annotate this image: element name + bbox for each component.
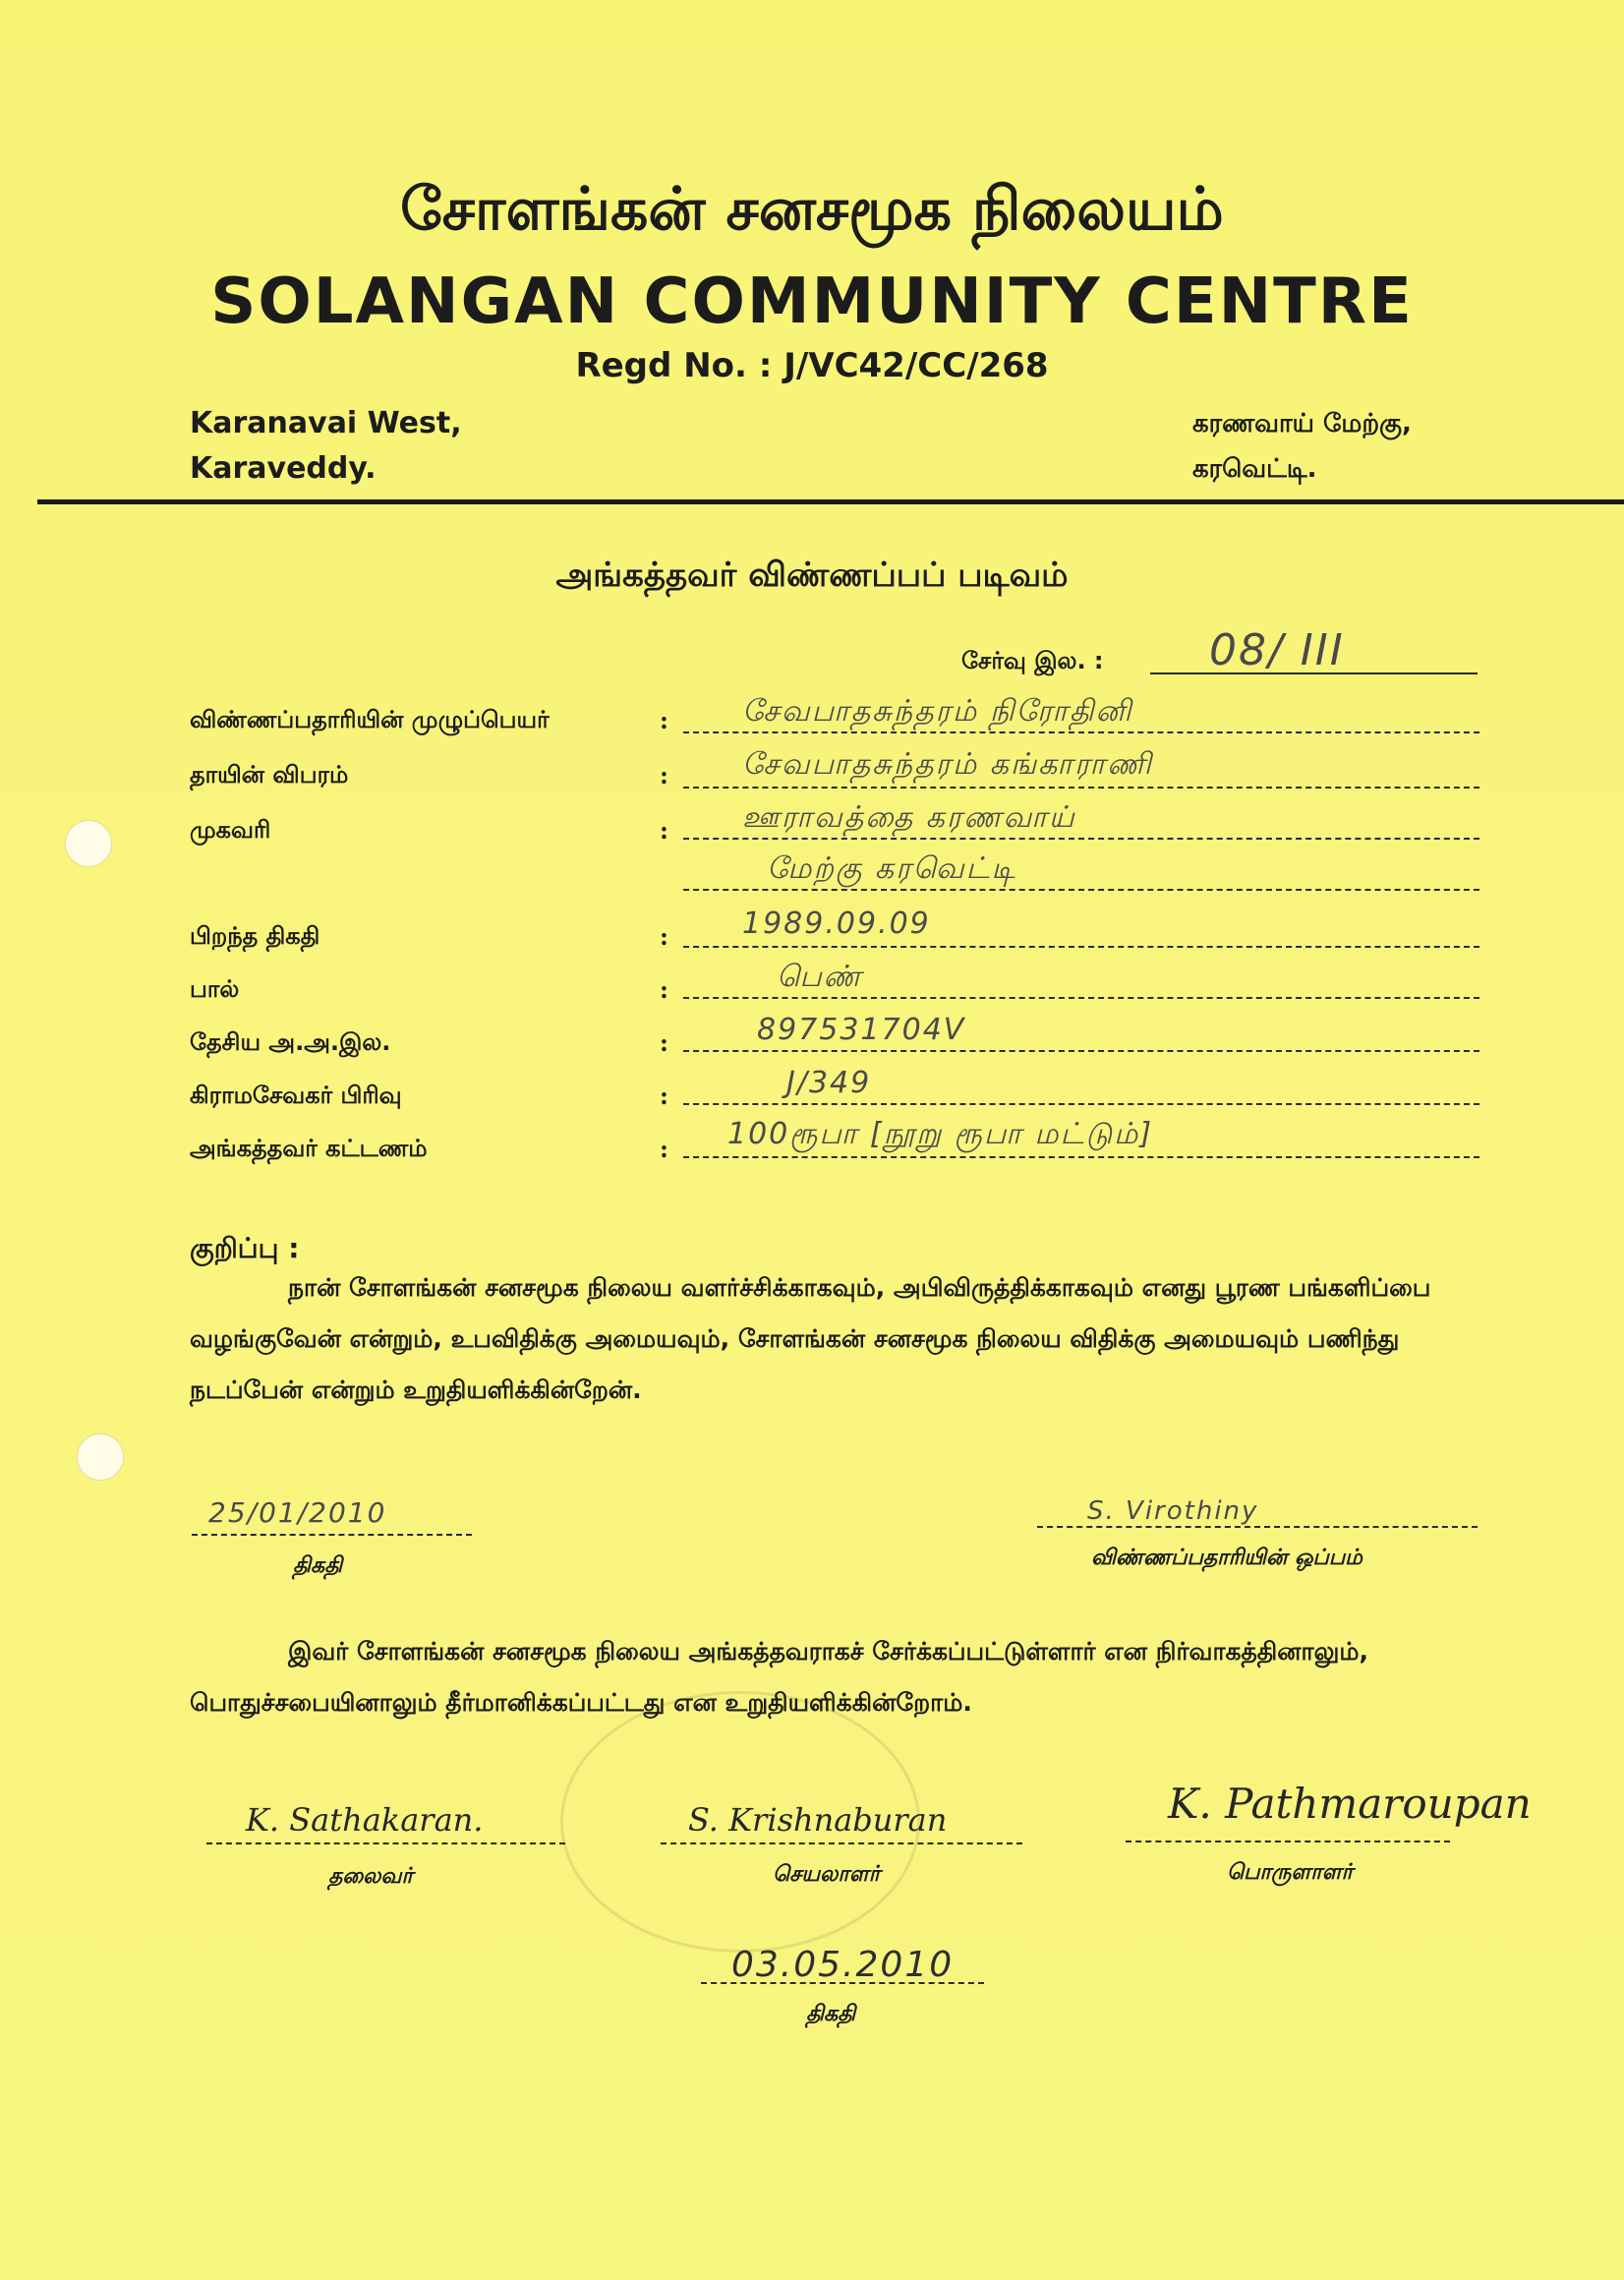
field-label-dob: பிறந்த திகதி xyxy=(190,922,320,950)
reg-number-label: சேர்வு இல. : xyxy=(961,647,1104,674)
president-caption: தலைவர் xyxy=(328,1864,413,1889)
field-line xyxy=(683,787,1479,789)
applicant-signature-line xyxy=(1037,1526,1478,1528)
president-signature[interactable]: K. Sathakaran. xyxy=(246,1801,484,1839)
field-line xyxy=(683,946,1479,948)
approval-date-line xyxy=(701,1982,984,1984)
secretary-caption: செயலாளர் xyxy=(773,1862,881,1887)
address-english xyxy=(190,401,462,492)
note-paragraph: நான் சோளங்கன் சனசமூக நிலைய வளர்ச்சிக்காகவும், அபிவிருத்திக்காகவும் எனது பூரண பங்களிப்பை வழங்குவேன் என்றும், உபவிதிக்கு அமையவும், சோளங்கன் சனசமூக நிலைய விதிக்கு அமையவும் பணிந்து நடப்பேன் என்றும் உறுதியளிக்கின்றேன். xyxy=(190,1273,1431,1404)
applicant-signature[interactable]: S. Virothiny xyxy=(1087,1496,1259,1526)
address-english-line2: Karaveddy. xyxy=(190,451,377,486)
field-value-address-line2[interactable]: மேற்கு கரவெட்டி xyxy=(767,851,1017,886)
field-colon: : xyxy=(660,1135,668,1163)
address-english-line1: Karanavai West, xyxy=(190,406,462,440)
applicant-date-line xyxy=(192,1534,472,1536)
field-line xyxy=(683,1103,1479,1105)
field-colon: : xyxy=(660,816,668,845)
approval-date-value[interactable]: 03.05.2010 xyxy=(731,1945,955,1985)
treasurer-caption: பொருளாளர் xyxy=(1227,1860,1354,1885)
field-value-gender[interactable]: பெண் xyxy=(777,960,863,994)
field-value-address-line1[interactable]: ஊராவத்தை கரணவாய் xyxy=(742,800,1076,835)
header-divider xyxy=(37,499,1624,504)
field-value-membership-fee[interactable]: 100ரூபா [நூறு ரூபா மட்டும்] xyxy=(727,1117,1154,1151)
field-colon: : xyxy=(660,975,668,1004)
field-label-nic: தேசிய அ.அ.இல. xyxy=(190,1028,391,1056)
reg-number-value[interactable]: 08/ III xyxy=(1209,625,1345,675)
field-value-dob[interactable]: 1989.09.09 xyxy=(742,906,931,941)
registration-number: Regd No. : J/VC42/CC/268 xyxy=(575,346,1049,385)
secretary-signature[interactable]: S. Krishnaburan xyxy=(688,1801,948,1839)
field-colon: : xyxy=(660,1028,668,1057)
field-value-gn-division[interactable]: J/349 xyxy=(786,1066,872,1100)
field-colon: : xyxy=(660,761,668,789)
field-colon: : xyxy=(660,922,668,951)
title-english: SOLANGAN COMMUNITY CENTRE xyxy=(210,265,1414,338)
approval-date-caption: திகதி xyxy=(806,2002,856,2026)
field-value-full-name[interactable]: சேவபாதசுந்தரம் நிரோதினி xyxy=(742,694,1133,729)
field-colon: : xyxy=(660,706,668,734)
secretary-signature-line xyxy=(661,1842,1022,1844)
treasurer-signature-line xyxy=(1126,1841,1450,1842)
address-tamil-line2: கரவெட்டி. xyxy=(1192,454,1317,484)
field-label-gn-division: கிராமசேவகர் பிரிவு xyxy=(190,1082,402,1109)
field-value-nic[interactable]: 897531704V xyxy=(757,1013,966,1047)
applicant-date-value[interactable]: 25/01/2010 xyxy=(208,1496,387,1529)
field-label-address: முகவரி xyxy=(190,816,271,844)
punch-hole-top xyxy=(65,820,112,867)
address-tamil-line1: கரணவாய் மேற்கு, xyxy=(1192,409,1412,438)
treasurer-signature[interactable]: K. Pathmaroupan xyxy=(1168,1780,1532,1828)
field-line xyxy=(683,1050,1479,1052)
applicant-signature-caption: விண்ணப்பதாரியின் ஒப்பம் xyxy=(1091,1546,1363,1570)
field-label-full-name: விண்ணப்பதாரியின் முழுப்பெயர் xyxy=(190,706,550,733)
field-value-mother[interactable]: சேவபாதசுந்தரம் கங்காராணி xyxy=(742,747,1153,782)
applicant-date-caption: திகதி xyxy=(293,1553,343,1578)
field-colon: : xyxy=(660,1082,668,1110)
field-label-membership-fee: அங்கத்தவர் கட்டணம் xyxy=(190,1135,428,1162)
punch-hole-bottom xyxy=(77,1433,124,1481)
approval-paragraph: இவர் சோளங்கன் சனசமூக நிலைய அங்கத்தவராகச் சேர்க்கப்பட்டுள்ளார் என நிர்வாகத்தினாலும், பொதுச்சபையினாலும் தீர்மானிக்கப்பட்டது என உறுதியளிக்கின்றோம். xyxy=(190,1637,1368,1717)
form-title: அங்கத்தவர் விண்ணப்பப் படிவம் xyxy=(555,555,1069,595)
field-line xyxy=(683,1156,1479,1158)
title-tamil: சோளங்கன் சனசமூக நிலையம் xyxy=(400,175,1224,244)
president-signature-line xyxy=(206,1842,565,1844)
address-tamil xyxy=(1192,401,1412,492)
field-label-gender: பால் xyxy=(190,975,240,1003)
note-heading: குறிப்பு : xyxy=(190,1232,300,1264)
field-label-mother: தாயின் விபரம் xyxy=(190,761,349,789)
